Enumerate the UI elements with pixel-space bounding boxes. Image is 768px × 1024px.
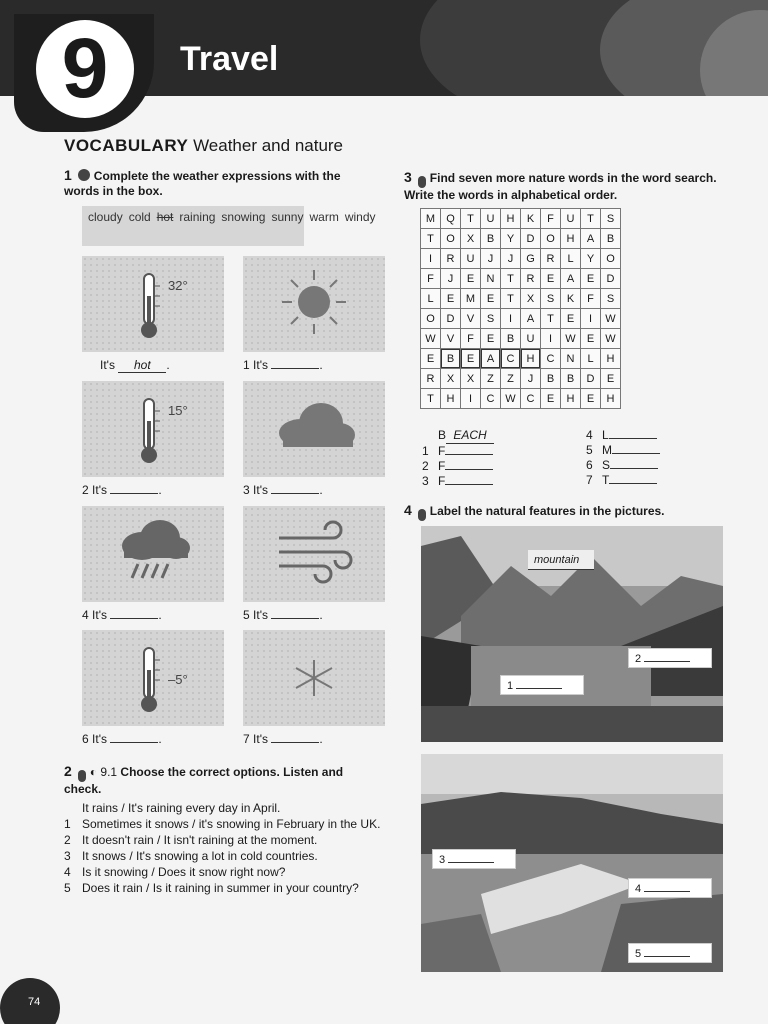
grid-cell[interactable]: I	[541, 329, 561, 349]
item-number	[64, 800, 82, 816]
grid-cell[interactable]: T	[421, 389, 441, 409]
answer-blank[interactable]	[445, 454, 493, 455]
grid-cell[interactable]: B	[481, 229, 501, 249]
wind-icon	[243, 506, 385, 602]
grid-cell[interactable]: O	[441, 229, 461, 249]
grid-cell[interactable]: U	[521, 329, 541, 349]
word-box-word: windy	[344, 210, 376, 224]
answer-blank[interactable]	[110, 742, 158, 743]
grid-cell[interactable]: C	[521, 389, 541, 409]
ex4-number: 4	[404, 502, 412, 518]
weather-caption: 6 It's .	[82, 732, 162, 746]
ex2-item-text: Does it rain / Is it raining in summer in your country?	[82, 881, 359, 895]
ex3-answer[interactable]	[586, 458, 660, 473]
temperature-label: –5°	[168, 672, 188, 687]
ex3-answers-left	[422, 428, 494, 489]
grid-cell[interactable]: F	[541, 209, 561, 229]
grid-cell[interactable]: I	[501, 309, 521, 329]
item-number: 7	[586, 473, 593, 487]
weather-caption: 5 It's .	[243, 608, 323, 622]
grid-cell[interactable]: T	[541, 309, 561, 329]
grid-row	[421, 249, 621, 269]
grid-cell[interactable]: R	[421, 369, 441, 389]
answer-blank[interactable]: hot	[118, 358, 166, 373]
ex3-instruction	[404, 170, 724, 203]
grid-cell[interactable]: E	[581, 269, 601, 289]
grid-cell[interactable]: E	[441, 289, 461, 309]
cloud-icon	[243, 381, 385, 477]
word-box-word: hot	[156, 210, 174, 224]
grid-cell[interactable]: E	[461, 349, 481, 369]
grid-cell[interactable]: K	[521, 209, 541, 229]
item-number: 1	[64, 817, 71, 831]
ex1-number: 1	[64, 167, 72, 183]
grid-cell[interactable]: W	[601, 329, 621, 349]
thermometer-tile	[82, 381, 224, 477]
grid-row	[421, 289, 621, 309]
rain-cloud-icon	[82, 506, 224, 602]
grid-cell[interactable]: H	[601, 349, 621, 369]
grid-cell[interactable]: W	[601, 309, 621, 329]
grid-cell[interactable]: B	[601, 229, 621, 249]
answer-start-letter: M	[602, 443, 612, 457]
ex2-item-text: Sometimes it snows / it's snowing in February in the UK.	[82, 817, 381, 831]
grid-cell[interactable]: U	[481, 209, 501, 229]
grid-cell[interactable]: D	[581, 369, 601, 389]
grid-cell[interactable]: T	[581, 209, 601, 229]
unit-number: 9	[61, 21, 109, 115]
grid-cell[interactable]: T	[501, 289, 521, 309]
grid-cell[interactable]: D	[601, 269, 621, 289]
weather-caption: It's hot .	[100, 358, 170, 372]
grid-cell[interactable]: T	[421, 229, 441, 249]
item-number: 5	[64, 881, 71, 895]
difficulty-pill-icon	[418, 176, 426, 188]
ex2-item[interactable]	[64, 816, 384, 832]
rain-tile	[82, 506, 224, 602]
grid-row	[421, 309, 621, 329]
thermometer-icon	[82, 256, 224, 352]
item-number: 4	[64, 865, 71, 879]
ex3-number: 3	[404, 169, 412, 185]
word-search-grid	[420, 208, 621, 409]
grid-cell[interactable]: F	[421, 269, 441, 289]
word-box-word: sunny	[271, 210, 304, 224]
weather-caption: 1 It's .	[243, 358, 323, 372]
grid-cell[interactable]: F	[461, 329, 481, 349]
caption-prefix: It's	[100, 358, 115, 372]
ex3-answer[interactable]	[586, 473, 660, 488]
grid-cell[interactable]: M	[461, 289, 481, 309]
grid-row	[421, 369, 621, 389]
grid-cell[interactable]: L	[421, 289, 441, 309]
grid-cell[interactable]: A	[481, 349, 501, 369]
audio-icon: ◐	[89, 765, 98, 779]
difficulty-pill-icon	[78, 770, 86, 782]
grid-cell[interactable]: E	[421, 349, 441, 369]
grid-cell[interactable]: R	[441, 249, 461, 269]
grid-row	[421, 209, 621, 229]
answer-blank[interactable]	[445, 484, 493, 485]
grid-cell[interactable]: Z	[481, 369, 501, 389]
answer-start-letter: T	[602, 473, 610, 487]
label-1-number: 1	[507, 680, 514, 692]
item-number: 3	[243, 483, 250, 497]
ex2-item-text: Is it snowing / Does it snow right now?	[82, 865, 286, 879]
grid-cell[interactable]: U	[461, 249, 481, 269]
label-4	[628, 878, 712, 898]
grid-cell[interactable]: O	[421, 309, 441, 329]
word-box-word: cloudy	[88, 210, 123, 224]
grid-cell[interactable]: I	[581, 309, 601, 329]
grid-cell[interactable]: D	[521, 229, 541, 249]
ex4-instruction-text: Label the natural features in the pictures.	[429, 504, 665, 518]
item-number: 1	[243, 358, 250, 372]
page-number: 74	[28, 996, 41, 1008]
label-1	[500, 675, 584, 695]
answer-blank[interactable]	[110, 493, 158, 494]
grid-cell[interactable]: J	[501, 249, 521, 269]
ex3-answer[interactable]	[586, 428, 660, 443]
grid-cell[interactable]: A	[561, 269, 581, 289]
answer-blank[interactable]	[271, 618, 319, 619]
item-number: 1	[422, 444, 429, 458]
ex2-item[interactable]	[64, 880, 384, 896]
grid-cell[interactable]: G	[521, 249, 541, 269]
grid-cell[interactable]: B	[561, 369, 581, 389]
sun-tile	[243, 256, 385, 352]
grid-cell[interactable]: B	[441, 349, 461, 369]
ex2-items	[64, 800, 384, 896]
grid-cell[interactable]: N	[481, 269, 501, 289]
word-box-word: raining	[179, 210, 216, 224]
grid-cell[interactable]: V	[461, 309, 481, 329]
ex2-item-text: It rains / It's raining every day in April.	[82, 801, 281, 815]
caption-prefix: It's	[92, 732, 107, 746]
item-number: 6	[82, 732, 89, 746]
grid-cell[interactable]: E	[541, 269, 561, 289]
grid-cell[interactable]: F	[581, 289, 601, 309]
item-number: 6	[586, 458, 593, 472]
item-number: 5	[586, 443, 593, 457]
answer-blank[interactable]	[612, 453, 660, 454]
grid-cell[interactable]: O	[541, 229, 561, 249]
grid-cell[interactable]: X	[521, 289, 541, 309]
grid-row	[421, 229, 621, 249]
item-number: 4	[82, 608, 89, 622]
grid-cell[interactable]: R	[521, 269, 541, 289]
label-5	[628, 943, 712, 963]
unit-badge	[14, 14, 154, 132]
label-3-number: 3	[439, 854, 446, 866]
grid-cell[interactable]: C	[541, 349, 561, 369]
weather-caption: 2 It's .	[82, 483, 162, 497]
weather-caption: 7 It's .	[243, 732, 323, 746]
weather-caption: 4 It's .	[82, 608, 162, 622]
ex2-item-text: It snows / It's snowing a lot in cold countries.	[82, 849, 318, 863]
grid-cell[interactable]: W	[501, 389, 521, 409]
label-4-number: 4	[635, 883, 642, 895]
grid-cell[interactable]: H	[441, 389, 461, 409]
grid-cell[interactable]: O	[601, 249, 621, 269]
label-2	[628, 648, 712, 668]
answer-blank[interactable]	[110, 618, 158, 619]
word-box-word: cold	[128, 210, 151, 224]
item-number: 2	[422, 459, 429, 473]
audio-track: 9.1	[100, 765, 118, 779]
answer-blank[interactable]	[609, 438, 657, 439]
answer-blank[interactable]	[609, 483, 657, 484]
grid-cell[interactable]: C	[501, 349, 521, 369]
item-number: 3	[64, 849, 71, 863]
item-number: 5	[243, 608, 250, 622]
ex2-item[interactable]	[64, 832, 384, 848]
difficulty-pill-icon	[418, 509, 426, 521]
grid-cell[interactable]: H	[501, 209, 521, 229]
answer-blank[interactable]	[610, 468, 658, 469]
answer-start-letter: F	[438, 444, 446, 458]
grid-cell[interactable]: S	[601, 289, 621, 309]
caption-prefix: It's	[92, 483, 107, 497]
grid-cell[interactable]: R	[541, 249, 561, 269]
grid-cell[interactable]: J	[521, 369, 541, 389]
grid-cell[interactable]: X	[441, 369, 461, 389]
grid-cell[interactable]: E	[541, 389, 561, 409]
answer-start-letter: L	[602, 428, 609, 442]
grid-cell[interactable]: E	[581, 329, 601, 349]
answer-start-letter: F	[438, 474, 446, 488]
snowflake-icon	[243, 630, 385, 726]
grid-cell[interactable]: D	[441, 309, 461, 329]
ex1-instruction	[64, 168, 374, 199]
grid-cell[interactable]: W	[561, 329, 581, 349]
answer-blank[interactable]	[445, 469, 493, 470]
grid-cell[interactable]: K	[561, 289, 581, 309]
grid-cell[interactable]: J	[481, 249, 501, 269]
temperature-label: 15°	[168, 403, 188, 418]
grid-cell[interactable]: E	[481, 289, 501, 309]
ex2-item[interactable]	[64, 848, 384, 864]
grid-cell[interactable]: C	[481, 389, 501, 409]
item-number: 3	[422, 474, 429, 488]
item-number: 2	[82, 483, 89, 497]
grid-cell[interactable]: W	[421, 329, 441, 349]
item-number: 2	[64, 833, 71, 847]
answer-blank[interactable]: EACH	[446, 428, 494, 444]
word-box-word: warm	[309, 210, 339, 224]
item-number: 4	[586, 428, 593, 442]
section-heading	[64, 136, 343, 156]
grid-cell[interactable]: J	[441, 269, 461, 289]
grid-cell[interactable]: Z	[501, 369, 521, 389]
answer-start-letter: S	[602, 458, 611, 472]
caption-prefix: It's	[92, 608, 107, 622]
grid-cell[interactable]: N	[561, 349, 581, 369]
grid-row	[421, 329, 621, 349]
grid-cell[interactable]: Y	[581, 249, 601, 269]
grid-cell[interactable]: L	[561, 249, 581, 269]
grid-cell[interactable]: A	[521, 309, 541, 329]
label-mountain: mountain	[528, 550, 594, 570]
grid-cell[interactable]: X	[461, 369, 481, 389]
item-number: 7	[243, 732, 250, 746]
grid-cell[interactable]: E	[581, 389, 601, 409]
grid-cell[interactable]: T	[501, 269, 521, 289]
ex3-answers-right	[586, 428, 660, 488]
ex2-number: 2	[64, 763, 72, 779]
grid-row	[421, 389, 621, 409]
difficulty-dot-icon	[78, 169, 90, 181]
caption-prefix: It's	[253, 358, 268, 372]
grid-cell[interactable]: T	[461, 209, 481, 229]
wind-tile	[243, 506, 385, 602]
grid-cell[interactable]: B	[541, 369, 561, 389]
ex3-answer[interactable]	[586, 443, 660, 458]
caption-prefix: It's	[253, 732, 268, 746]
label-2-number: 2	[635, 653, 642, 665]
snowflake-tile	[243, 630, 385, 726]
grid-cell[interactable]: V	[441, 329, 461, 349]
sun-icon	[243, 256, 385, 352]
answer-start-letter: B	[438, 428, 447, 442]
grid-cell[interactable]: H	[561, 389, 581, 409]
thermometer-tile	[82, 630, 224, 726]
word-box-word: snowing	[221, 210, 266, 224]
thermometer-icon	[82, 381, 224, 477]
thermometer-tile	[82, 256, 224, 352]
grid-cell[interactable]: M	[421, 209, 441, 229]
section-label: VOCABULARY	[64, 136, 189, 155]
ex2-item[interactable]	[64, 864, 384, 880]
answer-blank[interactable]	[271, 493, 319, 494]
unit-title: Travel	[180, 40, 279, 78]
ex1-instruction-text: Complete the weather expressions with the words in the box.	[64, 169, 341, 198]
grid-cell[interactable]: E	[481, 329, 501, 349]
ex3-answer[interactable]	[422, 474, 494, 489]
grid-cell[interactable]: I	[421, 249, 441, 269]
ex2-item-text: It doesn't rain / It isn't raining at the moment.	[82, 833, 318, 847]
answer-blank[interactable]	[271, 368, 319, 369]
grid-cell[interactable]: H	[561, 229, 581, 249]
grid-cell[interactable]: H	[601, 389, 621, 409]
grid-cell[interactable]: A	[581, 229, 601, 249]
thermometer-icon	[82, 630, 224, 726]
ex3-answer[interactable]	[422, 459, 494, 474]
grid-cell[interactable]: S	[481, 309, 501, 329]
grid-row	[421, 349, 621, 369]
grid-cell[interactable]: E	[561, 309, 581, 329]
label-3	[432, 849, 516, 869]
grid-cell[interactable]: L	[581, 349, 601, 369]
ex2-instruction	[64, 764, 374, 797]
answer-start-letter: F	[438, 459, 446, 473]
grid-cell[interactable]: E	[601, 369, 621, 389]
caption-prefix: It's	[253, 608, 268, 622]
grid-cell[interactable]: E	[461, 269, 481, 289]
word-box	[82, 206, 376, 246]
temperature-label: 32°	[168, 278, 188, 293]
label-5-number: 5	[635, 948, 642, 960]
ex3-instruction-text: Find seven more nature words in the word search. Write the words in alphabetical order.	[404, 171, 717, 202]
grid-cell[interactable]: H	[521, 349, 541, 369]
grid-cell[interactable]: Q	[441, 209, 461, 229]
grid-cell[interactable]: B	[501, 329, 521, 349]
grid-cell[interactable]: S	[601, 209, 621, 229]
ex3-answer[interactable]	[422, 444, 494, 459]
grid-cell[interactable]: S	[541, 289, 561, 309]
grid-cell[interactable]: Y	[501, 229, 521, 249]
weather-caption: 3 It's .	[243, 483, 323, 497]
grid-cell[interactable]: I	[461, 389, 481, 409]
ex2-item[interactable]	[64, 800, 384, 816]
grid-cell[interactable]: U	[561, 209, 581, 229]
ex3-answer[interactable]	[422, 428, 494, 444]
caption-prefix: It's	[253, 483, 268, 497]
grid-cell[interactable]: X	[461, 229, 481, 249]
ex4-instruction	[404, 503, 724, 521]
ex2-instruction-text: Choose the correct options. Listen and check.	[64, 765, 344, 796]
section-title: Weather and nature	[193, 136, 344, 155]
grid-row	[421, 269, 621, 289]
cloud-tile	[243, 381, 385, 477]
answer-blank[interactable]	[271, 742, 319, 743]
page-number-badge	[0, 978, 60, 1024]
